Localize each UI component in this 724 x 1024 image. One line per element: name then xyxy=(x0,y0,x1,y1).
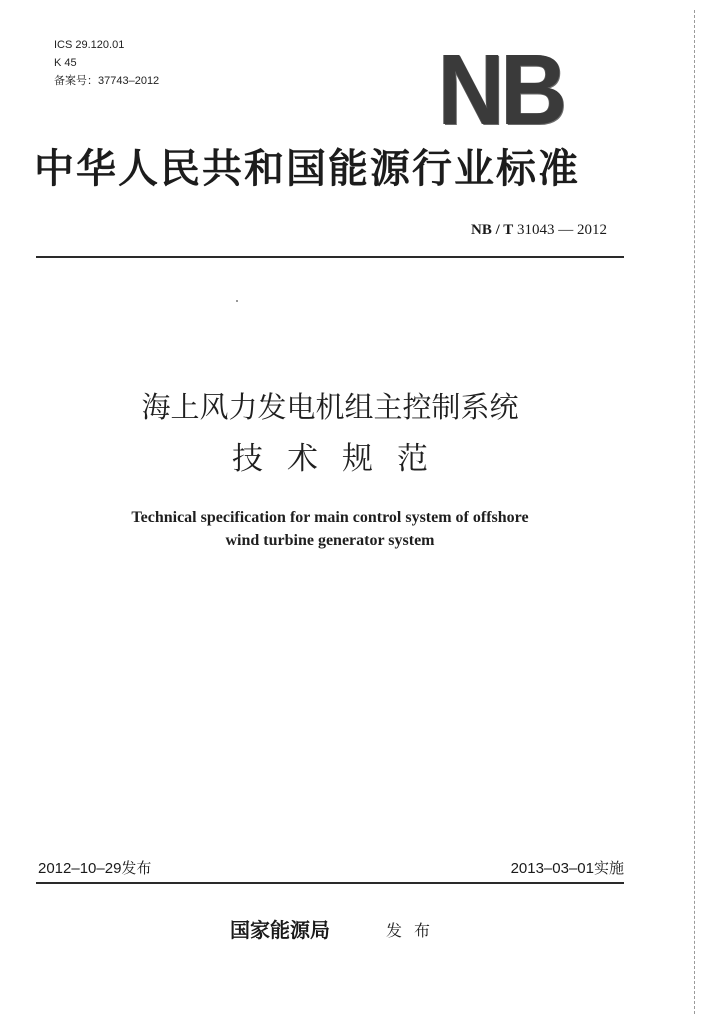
filing-number: 备案号：37743–2012 xyxy=(54,75,160,87)
chinese-title-line-2: 技术规范 xyxy=(232,441,452,477)
top-divider xyxy=(36,256,624,258)
scan-speck xyxy=(236,300,238,302)
issuer-action: 发布 xyxy=(386,921,443,940)
page-edge-line xyxy=(694,10,695,1014)
standard-code: NB / T xyxy=(471,222,514,238)
standard-category-title: 中华人民共和国能源行业标准 xyxy=(34,145,580,192)
ics-code: ICS 29.120.01 xyxy=(54,39,125,51)
bottom-divider xyxy=(36,882,624,884)
nb-logo: NB xyxy=(438,34,564,146)
english-title-line-2: wind turbine generator system xyxy=(225,532,435,549)
ccs-code: K 45 xyxy=(54,57,77,69)
chinese-title-line-1: 海上风力发电机组主控制系统 xyxy=(141,390,519,424)
implementation-date: 2013–03–01实施 xyxy=(510,860,624,877)
standard-serial: 31043 — 2012 xyxy=(517,222,607,238)
english-title xyxy=(0,506,660,552)
standard-number xyxy=(471,220,607,240)
english-title-line-1: Technical specification for main control system of offshore xyxy=(131,509,529,526)
issuer-name: 国家能源局 xyxy=(230,918,330,942)
issue-date: 2012–10–29发布 xyxy=(38,860,152,877)
classification-block xyxy=(54,36,159,90)
dates-row xyxy=(36,857,624,881)
